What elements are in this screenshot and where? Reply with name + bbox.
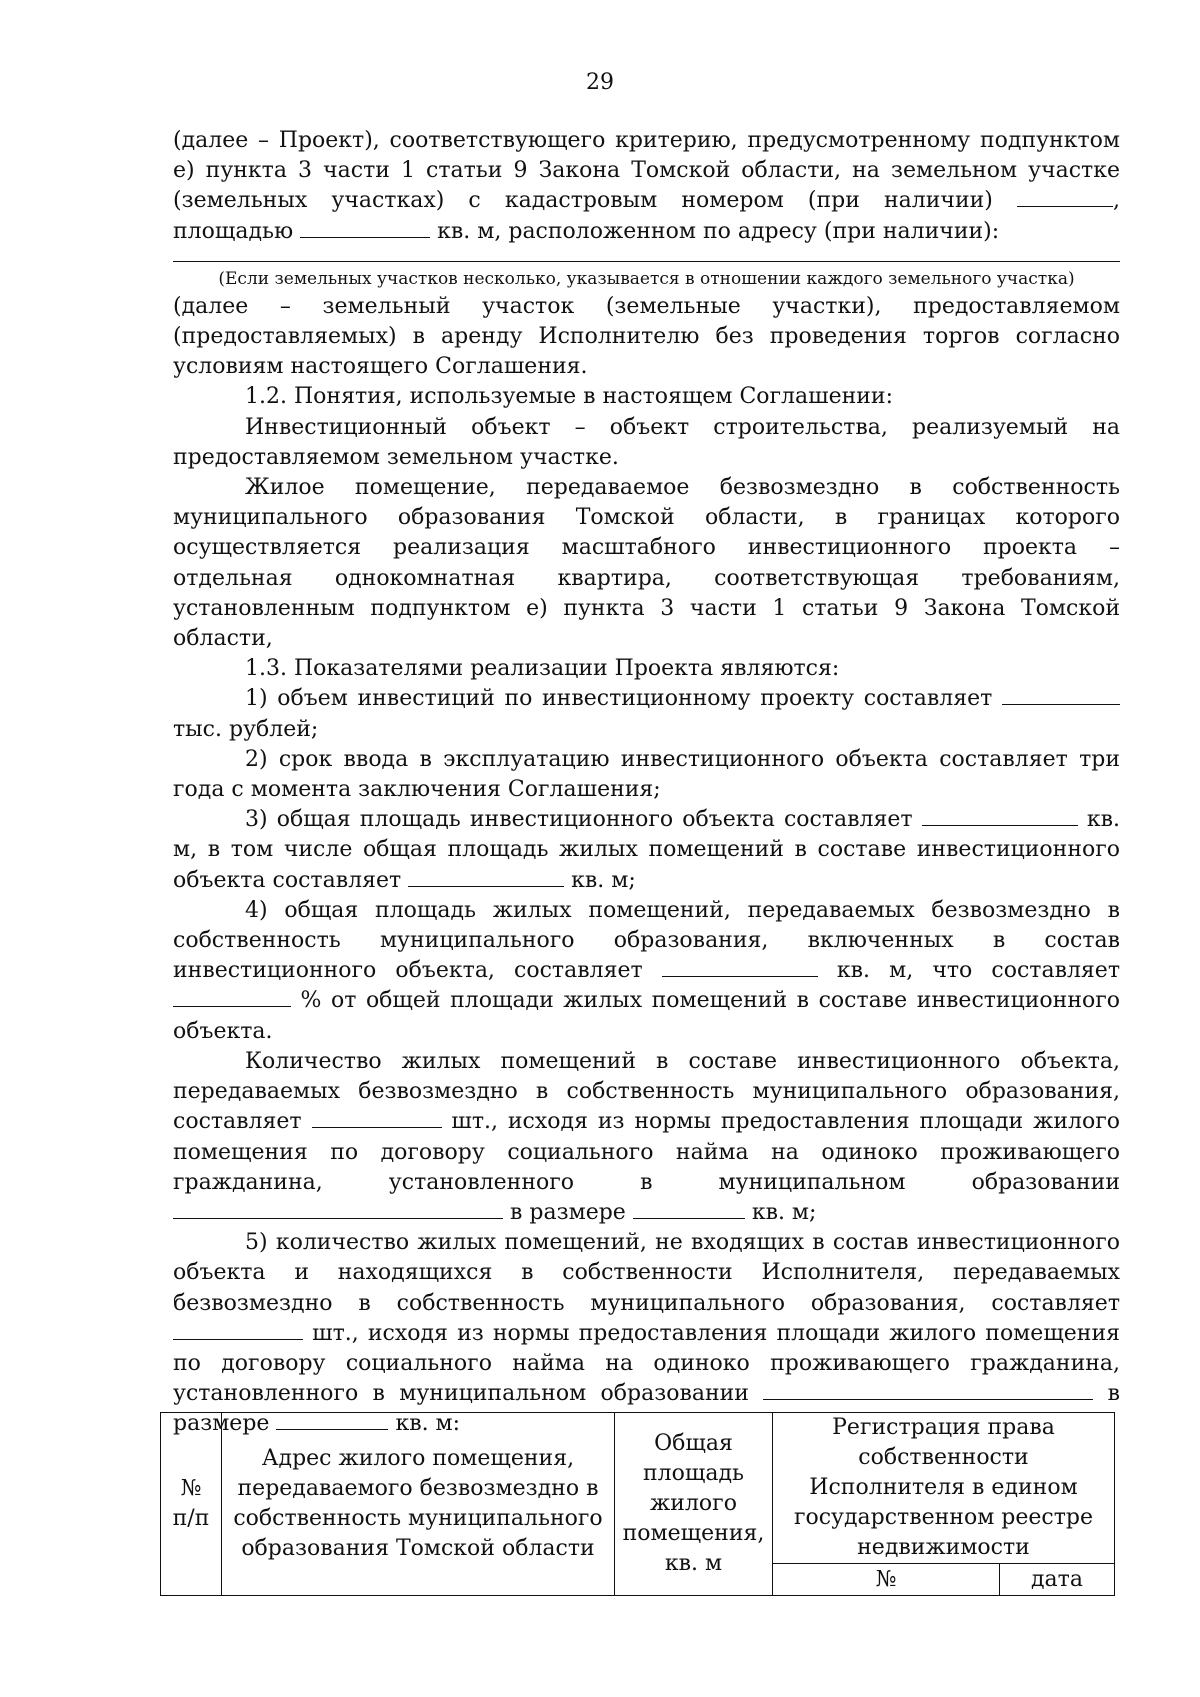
paragraph-text: 1) объем инвестиций по инвестиционному проекту составляет [245, 686, 993, 712]
paragraph-indicator-2: 2) срок ввода в эксплуатацию инвестиционного объекта составляет три года с момента заключения Соглашения; [173, 746, 1120, 803]
blank-premises-count [312, 1109, 442, 1128]
paragraph-indicator-4 [173, 896, 1120, 1047]
paragraph-indicators-heading: 1.3. Показателями реализации Проекта являются: [245, 656, 840, 682]
paragraph-text: в размере [510, 1199, 626, 1225]
paragraph-text: 3) общая площадь инвестиционного объекта составляет [245, 807, 913, 833]
punctuation: , [1113, 188, 1120, 214]
paragraph-indicator-5 [173, 1228, 1120, 1439]
blank-percent [173, 988, 291, 1007]
paragraph-indicator-3 [173, 805, 1120, 896]
paragraph-text: Количество жилых помещений в составе инвестиционного объекта, передаваемых безвозмездно в собственность муниципального образования, составляет [173, 1048, 1120, 1135]
header-area: Общая площадь жилого помещения, кв. м [615, 1413, 773, 1596]
paragraph-text: кв. м; [571, 867, 636, 893]
paragraph-text: шт., исходя из нормы предоставления площади жилого помещения по договору социального найма на одиноко проживающего гражданина, установленного в муниципальном образовании [173, 1320, 1120, 1407]
paragraph-premises-count [173, 1047, 1120, 1228]
blank-area [300, 219, 430, 238]
premises-table [160, 1412, 1115, 1596]
blank-cadastral-number [1017, 188, 1113, 207]
paragraph-text: тыс. рублей; [173, 716, 319, 742]
table-header-row [161, 1413, 1115, 1564]
caption-note: (Если земельных участков несколько, указывается в отношении каждого земельного участка) [218, 268, 1075, 289]
paragraph-text: (далее – Проект), соответствующего критерию, предусмотренному подпунктом е) пункта 3 части 1 статьи 9 Закона Томской области, на земельном участке (земельных участках) с кадастровым номером (при наличии) [173, 128, 1120, 214]
paragraph-land-plot: (далее – земельный участок (земельные участки), предоставляемом (предоставляемых) в аренду Исполнителю без проведения торгов согласно условиям настоящего Соглашения. [173, 293, 1120, 380]
blank-municipality-2 [763, 1381, 1093, 1400]
paragraph-residential-premises: Жилое помещение, передаваемое безвозмездно в собственность муниципального образования Томской области, в границах которого осуществляется реализация масштабного инвестиционного проекта – отдельная однокомнатная квартира, соответствующая требованиям, установленным подпунктом е) пункта 3 части 1 статьи 9 Закона Томской области, [173, 475, 1120, 652]
blank-address-line [173, 247, 1120, 262]
blank-investment-volume [1002, 686, 1120, 705]
paragraph-text: площадью [173, 218, 294, 244]
blank-extra-premises-count [173, 1321, 303, 1340]
blank-total-area [922, 807, 1078, 826]
paragraph-definitions-heading: 1.2. Понятия, используемые в настоящем Соглашении: [245, 384, 894, 410]
blank-transferred-area [662, 958, 818, 977]
paragraph-text: кв. м, расположенном по адресу (при наличии): [437, 218, 1000, 244]
header-registration: Регистрация права собственности Исполнителя в едином государственном реестре недвижимости [773, 1413, 1115, 1564]
paragraph-text: 5) количество жилых помещений, не входящих в состав инвестиционного объекта и находящихся в собственности Исполнителя, передаваемых безвозмездно в собственность муниципального образования, составляет [173, 1230, 1120, 1316]
paragraph-text: 4) общая площадь жилых помещений, передаваемых безвозмездно в собственность муниципального образования, включенных в состав инвестиционного объекта, составляет [173, 897, 1120, 984]
document-body [173, 126, 1120, 1440]
subheader-reg-number: № [773, 1564, 1000, 1596]
paragraph-text: % от общей площади жилых помещений в составе инвестиционного объекта. [173, 988, 1120, 1044]
paragraph-indicator-1 [173, 684, 1120, 744]
header-address: Адрес жилого помещения, передаваемого безвозмездно в собственность муниципального образования Томской области [222, 1413, 615, 1596]
blank-residential-area [408, 868, 564, 887]
paragraph-investment-object: Инвестиционный объект – объект строительства, реализуемый на предоставляемом земельном участке. [173, 414, 1120, 470]
subheader-reg-date: дата [1000, 1564, 1115, 1596]
blank-municipality [173, 1200, 503, 1219]
paragraph-text: в размере [173, 1381, 1121, 1437]
paragraph-text: шт., исходя из нормы предоставления площади жилого помещения по договору социального найма на одиноко проживающего гражданина, установленного в муниципальном образовании [173, 1109, 1120, 1195]
paragraph-text: кв. м; [751, 1199, 817, 1225]
paragraph-text: кв. м, в том числе общая площадь жилых помещений в составе инвестиционного объекта составляет [173, 807, 1120, 893]
page-number: 29 [586, 70, 614, 95]
paragraph-project-site [173, 126, 1120, 247]
header-number: № п/п [161, 1413, 222, 1596]
paragraph-text: кв. м: [395, 1411, 461, 1437]
paragraph-text: кв. м, что составляет [836, 958, 1120, 984]
blank-norm-area [633, 1200, 745, 1219]
